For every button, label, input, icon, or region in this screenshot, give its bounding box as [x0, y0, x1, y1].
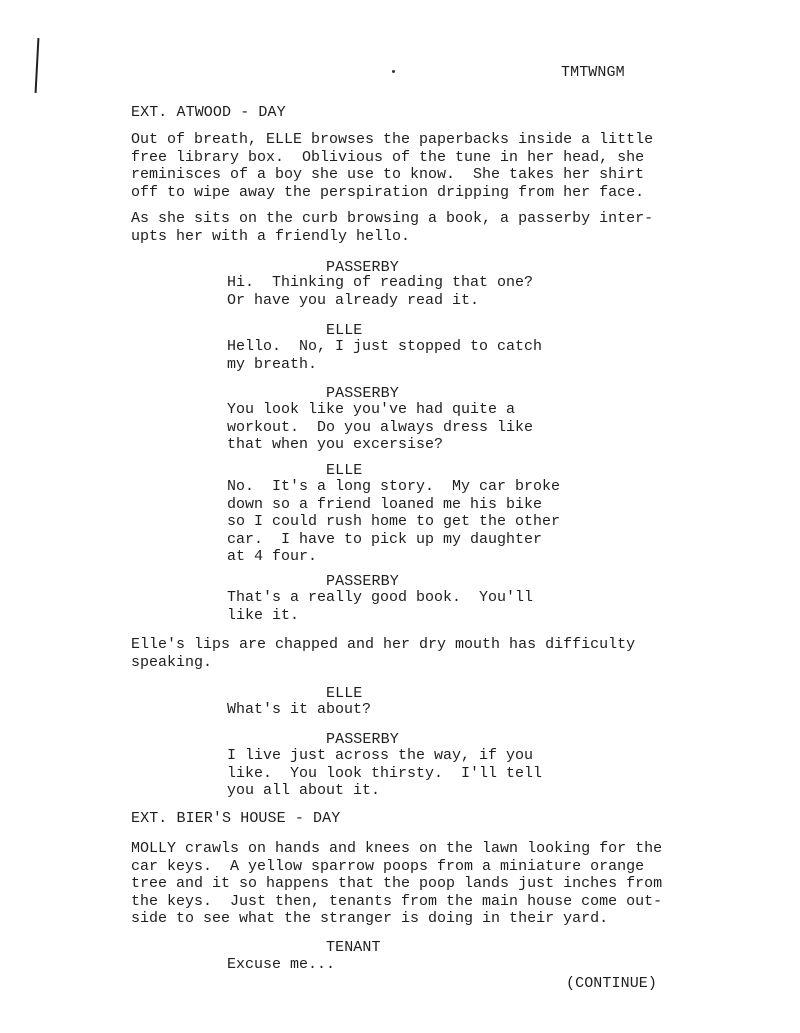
dialogue-text: Excuse me...	[227, 956, 336, 973]
scene-heading-atwood: EXT. ATWOOD - DAY	[131, 104, 286, 121]
character-name: PASSERBY	[326, 573, 399, 590]
action-paragraph: Elle's lips are chapped and her dry mouth has difficulty speaking.	[131, 636, 636, 671]
scene-heading-biers-house: EXT. BIER'S HOUSE - DAY	[131, 810, 341, 827]
page-code: TMTWNGM	[561, 64, 625, 81]
dialogue-text: I live just across the way, if you like. You look thirsty. I'll tell you all about it.	[227, 747, 543, 799]
ink-speck	[392, 70, 395, 73]
dialogue-text: Hi. Thinking of reading that one? Or have you already read it.	[227, 274, 534, 309]
character-name: TENANT	[326, 939, 381, 956]
action-paragraph: Out of breath, ELLE browses the paperbacks inside a little free library box. Oblivious of the tune in her head, she reminisces of a boy she use to know. She takes her shirt off to wipe away the perspiration dripping from her face.	[131, 131, 654, 201]
dialogue-text: What's it about?	[227, 701, 372, 718]
action-paragraph: MOLLY crawls on hands and knees on the lawn looking for the car keys. A yellow sparrow poops from a miniature orange tree and it so happens that the poop lands just inches from the keys. Just then, tenants from the main house come out- side to see what the stranger is doing in their yard.	[131, 840, 663, 927]
character-name: ELLE	[326, 462, 363, 479]
action-paragraph: As she sits on the curb browsing a book, a passerby inter- upts her with a friendly hello.	[131, 210, 654, 245]
character-name: PASSERBY	[326, 731, 399, 748]
character-name: PASSERBY	[326, 385, 399, 402]
continue-marker: (CONTINUE)	[566, 975, 658, 992]
dialogue-text: That's a really good book. You'll like it.	[227, 589, 534, 624]
margin-pen-mark	[35, 38, 40, 93]
character-name: ELLE	[326, 322, 363, 339]
dialogue-text: You look like you've had quite a workout. Do you always dress like that when you excersise?	[227, 401, 534, 453]
dialogue-text: No. It's a long story. My car broke down so a friend loaned me his bike so I could rush home to get the other car. I have to pick up my daughter at 4 four.	[227, 478, 561, 565]
character-name: ELLE	[326, 685, 363, 702]
dialogue-text: Hello. No, I just stopped to catch my breath.	[227, 338, 543, 373]
character-name: PASSERBY	[326, 259, 399, 276]
